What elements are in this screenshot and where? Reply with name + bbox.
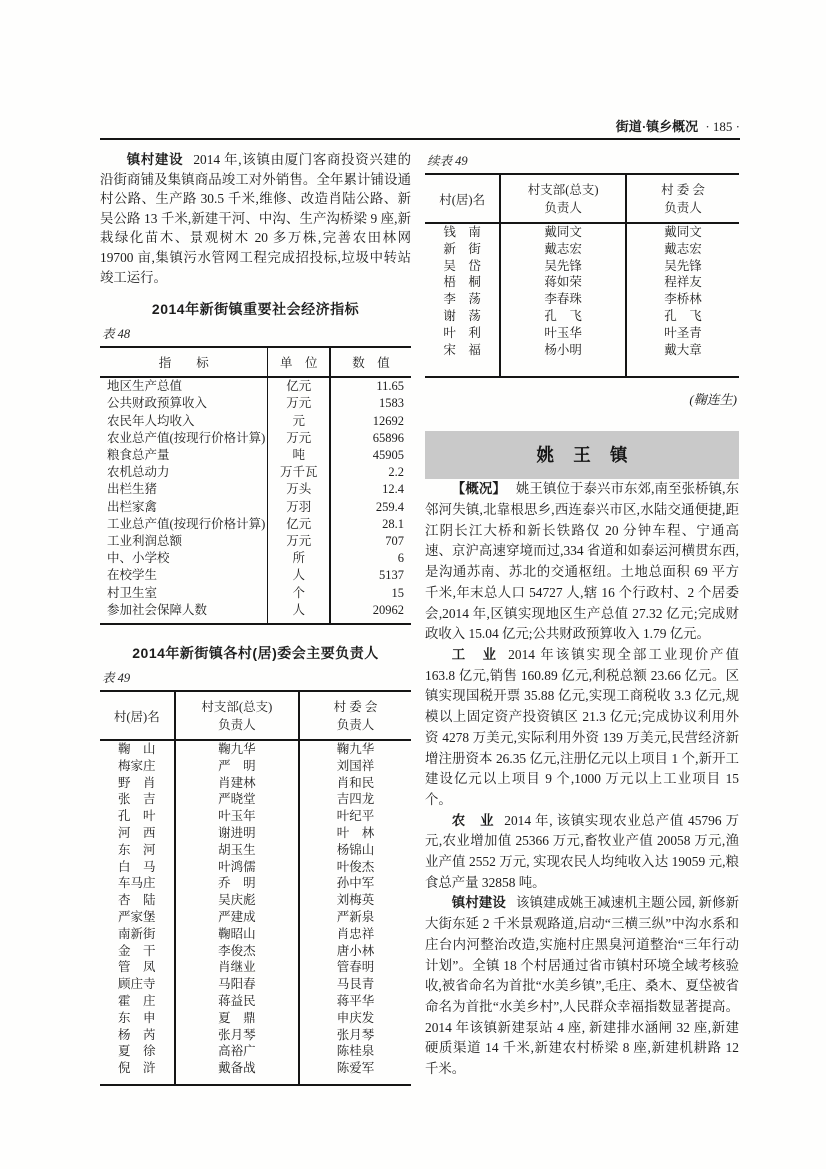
village-name-cell: 谢 荡	[443, 308, 481, 323]
value-cell: 2.2	[330, 464, 411, 481]
secretary-cell: 马阳春	[175, 976, 299, 993]
village-name-cell: 吴 岱	[443, 258, 481, 273]
paragraph-label: 工 业	[451, 647, 499, 662]
table-row	[100, 413, 411, 430]
indicator-cell: 出栏家禽	[107, 499, 158, 514]
table49-body	[100, 740, 411, 1085]
village-name-cell: 东 申	[118, 1010, 156, 1025]
table-row	[425, 291, 739, 308]
village-name-cell: 孔 叶	[118, 809, 156, 824]
table-row	[100, 602, 411, 624]
table-row	[425, 342, 739, 378]
indicator-cell: 村卫生室	[107, 585, 158, 600]
village-name-cell: 白 马	[118, 859, 156, 874]
village-name-cell: 霍 庄	[118, 993, 156, 1008]
committee-cell: 叶圣青	[626, 325, 739, 342]
village-name-cell: 杨 芮	[118, 1027, 156, 1042]
table48-caption: 表 48	[102, 327, 131, 342]
unit-cell: 万元	[268, 430, 330, 447]
secretary-cell: 叶鸿儒	[175, 859, 299, 876]
secretary-cell: 严晓堂	[175, 791, 299, 808]
indicator-cell: 在校学生	[107, 568, 158, 583]
secretary-cell: 谢进明	[175, 825, 299, 842]
committee-cell: 吴先锋	[626, 258, 739, 275]
value-cell: 20962	[330, 602, 411, 624]
table-row	[100, 1043, 411, 1060]
value-cell: 6	[330, 550, 411, 567]
committee-cell: 张月琴	[299, 1027, 411, 1044]
paragraph-label: 镇村建设	[451, 895, 506, 911]
secretary-cell: 蒋如荣	[500, 274, 626, 291]
village-name-cell: 李 荡	[443, 292, 481, 307]
table-row	[100, 758, 411, 775]
table-row	[100, 481, 411, 498]
unit-cell: 人	[268, 602, 330, 624]
agriculture-paragraph	[425, 811, 739, 894]
secretary-cell: 张月琴	[175, 1027, 299, 1044]
secretary-cell: 孔 飞	[500, 308, 626, 325]
committee-header-line2: 负责人	[664, 200, 702, 215]
value-cell: 12.4	[330, 481, 411, 498]
committee-cell: 吉四龙	[299, 791, 411, 808]
committee-cell: 刘梅英	[299, 892, 411, 909]
village-name-cell: 张 吉	[118, 792, 156, 807]
table-row	[425, 241, 739, 258]
paragraph-label: 农 业	[451, 812, 495, 828]
value-cell: 707	[330, 533, 411, 550]
secretary-cell: 高裕广	[175, 1043, 299, 1060]
table-row	[425, 325, 739, 342]
table-row	[100, 516, 411, 533]
committee-header-line1: 村 委 会	[333, 699, 378, 714]
village-name-cell: 夏 徐	[118, 1044, 156, 1059]
village-name-cell: 梧 桐	[443, 275, 481, 290]
village-name-cell: 顾庄寺	[118, 977, 156, 992]
secretary-cell: 戴同文	[500, 223, 626, 241]
table-row	[425, 258, 739, 275]
village-name-cell: 鞠 山	[118, 742, 156, 756]
indicator-cell: 中、小学校	[107, 551, 170, 566]
indicator-cell: 农民年人均收入	[107, 413, 195, 428]
village-name-cell: 管 凤	[118, 960, 156, 975]
table-row	[425, 223, 739, 241]
right-column	[425, 150, 739, 1080]
committee-cell: 刘国祥	[299, 758, 411, 775]
unit-cell: 亿元	[268, 377, 330, 395]
indicator-cell: 粮食总产量	[107, 447, 170, 462]
secretary-cell: 鞠昭山	[175, 926, 299, 943]
unit-cell: 亿元	[268, 516, 330, 533]
committee-cell: 严新泉	[299, 909, 411, 926]
secretary-cell: 乔 明	[175, 875, 299, 892]
committee-cell: 鞠九华	[299, 740, 411, 758]
secretary-cell: 肖建林	[175, 775, 299, 792]
committee-cell: 唐小林	[299, 943, 411, 960]
committee-cell: 孔 飞	[626, 308, 739, 325]
paragraph-text: 2014 年,该镇由厦门客商投资兴建的沿街商铺及集镇商品竣工对外销售。全年累计铺设通村公路、生产路 30.5 千米,维修、改造肖陆公路、新吴公路 13 千米,新建干河、中沟、生产沟桥梁 9 座,新栽绿化苗木、景观树木 20 多万株,完善农田林网 19700 亩,集镇污水管网工程完成招投标,垃圾中转站竣工运行。	[100, 152, 412, 285]
paragraph-text: 姚王镇位于泰兴市东郊,南至张桥镇,东邻河失镇,北靠根思乡,西连泰兴市区,水陆交通便捷,距江阴长江大桥和新长铁路仅 20 分钟车程、宁通高速、京沪高速穿境而过,334 省道和如泰运河横贯东西,是沟通苏南、苏北的交通枢纽。土地总面积 69 平方千米,年末总人口 54727 人,辖 16 个行政村、2 个居委会,2014 年,区镇实现地区生产总值 27.32 亿元;完成财政收入 15.04 亿元;公共财政预算收入 1.79 亿元。	[425, 481, 740, 642]
secretary-header-line2: 负责人	[218, 717, 256, 732]
secretary-cell: 夏 鼎	[175, 1010, 299, 1027]
village-name-cell: 宋 福	[443, 342, 481, 357]
committee-header-line1: 村 委 会	[661, 182, 705, 197]
town-construction-paragraph	[425, 893, 739, 1079]
committee-cell: 程祥友	[626, 274, 739, 291]
table48-header	[100, 347, 411, 377]
secretary-header-line1: 村支部(总支)	[527, 182, 599, 197]
village-name-cell: 倪 浒	[118, 1061, 156, 1076]
committee-column-header	[626, 174, 739, 223]
value-cell: 1583	[330, 395, 411, 412]
secretary-cell: 李春珠	[500, 291, 626, 308]
table49-continued-caption: 续表 49	[427, 154, 468, 168]
table-row	[100, 926, 411, 943]
page-number: · 185 ·	[705, 119, 740, 134]
village-column-header: 村(居)名	[425, 174, 500, 223]
village-name-cell: 钱 南	[443, 225, 481, 239]
value-cell: 45905	[330, 447, 411, 464]
table48-body	[100, 377, 411, 624]
table-row	[100, 859, 411, 876]
unit-cell: 万元	[268, 533, 330, 550]
village-name-cell: 梅家庄	[118, 758, 156, 773]
committee-cell: 戴大章	[626, 342, 739, 378]
economic-indicators-table	[100, 346, 411, 625]
value-column-header: 数 值	[330, 347, 411, 377]
unit-column-header: 单 位	[268, 347, 330, 377]
secretary-cell: 严 明	[175, 758, 299, 775]
committee-cell: 申庆发	[299, 1010, 411, 1027]
secretary-cell: 戴备战	[175, 1060, 299, 1085]
table-row	[100, 1010, 411, 1027]
committee-cell: 叶纪平	[299, 808, 411, 825]
table-row	[100, 892, 411, 909]
secretary-cell: 胡玉生	[175, 842, 299, 859]
committee-cell: 肖忠祥	[299, 926, 411, 943]
paragraph-label: 镇村建设	[126, 152, 184, 167]
indicator-cell: 农业总产值(按现行价格计算)	[107, 430, 266, 445]
table-row	[100, 1060, 411, 1085]
secretary-cell: 肖继业	[175, 959, 299, 976]
indicator-cell: 工业利润总额	[107, 533, 183, 548]
committee-header-line2: 负责人	[336, 717, 375, 732]
table-row	[100, 377, 411, 395]
table-row	[100, 993, 411, 1010]
committee-cell: 李桥林	[626, 291, 739, 308]
table49-header	[100, 691, 411, 740]
table-row	[100, 808, 411, 825]
committee-cell: 管春明	[299, 959, 411, 976]
value-cell: 15	[330, 585, 411, 602]
secretary-cell: 吴先锋	[500, 258, 626, 275]
table-row	[100, 533, 411, 550]
industry-paragraph	[425, 645, 739, 811]
committee-cell: 马艮青	[299, 976, 411, 993]
village-name-cell: 南新街	[118, 926, 156, 941]
committee-cell: 孙中军	[299, 875, 411, 892]
indicator-cell: 农机总动力	[107, 465, 170, 480]
paragraph-text: 2014 年该镇实现全部工业现价产值 163.8 亿元,销售 160.89 亿元,利税总额 23.66 亿元。区镇实现国税开票 35.88 亿元,实现工商税收 3.3 亿元,规模以上固定资产投资镇区 21.3 亿元;完成协议利用外资 4278 万美元,实际利用外资 139 万美元,民营经济新增注册资本 26.35 亿元,注册亿元以上项目 1 个,新开工建设亿元以上项目 9 个,1000 万元以上工业项目 15 个。	[425, 647, 739, 807]
indicator-cell: 出栏生猪	[107, 482, 158, 497]
unit-cell: 吨	[268, 447, 330, 464]
indicator-cell: 工业总产值(按现行价格计算)	[107, 516, 266, 531]
village-name-cell: 严家堡	[118, 909, 156, 924]
secretary-cell: 叶玉年	[175, 808, 299, 825]
committee-cell: 陈桂泉	[299, 1043, 411, 1060]
value-cell: 28.1	[330, 516, 411, 533]
table-row	[100, 825, 411, 842]
table-row	[100, 585, 411, 602]
table49-caption: 表 49	[102, 671, 131, 685]
table-row	[100, 909, 411, 926]
table-row	[100, 740, 411, 758]
village-construction-paragraph	[100, 150, 411, 287]
table-row	[425, 308, 739, 325]
table-row	[100, 464, 411, 481]
unit-cell: 元	[268, 413, 330, 430]
village-name-cell: 河 西	[118, 825, 156, 840]
unit-cell: 万羽	[268, 499, 330, 516]
value-cell: 259.4	[330, 499, 411, 516]
secretary-cell: 蒋益民	[175, 993, 299, 1010]
table48-title: 2014年新街镇重要社会经济指标	[151, 301, 360, 318]
paragraph-label: 【概况】	[451, 481, 506, 497]
committee-cell: 陈爱军	[299, 1060, 411, 1085]
village-name-cell: 金 干	[118, 943, 156, 958]
value-cell: 65896	[330, 430, 411, 447]
header-rule	[100, 138, 740, 140]
unit-cell: 个	[268, 585, 330, 602]
value-cell: 12692	[330, 413, 411, 430]
table-row	[100, 550, 411, 567]
secretary-cell: 严建成	[175, 909, 299, 926]
table-row	[100, 499, 411, 516]
table-row	[100, 567, 411, 584]
indicator-cell: 地区生产总值	[107, 379, 183, 394]
secretary-cell: 鞠九华	[175, 740, 299, 758]
village-name-cell: 东 河	[118, 842, 156, 857]
overview-paragraph	[425, 479, 739, 645]
table-row	[100, 791, 411, 808]
secretary-cell: 叶玉华	[500, 325, 626, 342]
table-row	[100, 959, 411, 976]
committee-cell: 戴志宏	[626, 241, 739, 258]
value-cell: 5137	[330, 567, 411, 584]
village-name-cell: 车马庄	[118, 876, 156, 891]
value-cell: 11.65	[330, 377, 411, 395]
section-banner-yaowang-town: 姚王镇	[425, 431, 739, 479]
village-leaders-table-continued	[425, 173, 739, 378]
unit-cell: 万千瓦	[268, 464, 330, 481]
table-row	[425, 274, 739, 291]
committee-cell: 叶 林	[299, 825, 411, 842]
secretary-header-line2: 负责人	[544, 200, 582, 215]
village-column-header: 村(居)名	[100, 691, 175, 740]
committee-column-header	[299, 691, 411, 740]
indicator-column-header: 指 标	[100, 347, 268, 377]
secretary-column-header	[500, 174, 626, 223]
table-row	[100, 1027, 411, 1044]
running-head-title: 街道·镇乡概况	[615, 119, 699, 134]
secretary-cell: 吴庆彪	[175, 892, 299, 909]
table-row	[100, 943, 411, 960]
table-row	[100, 842, 411, 859]
village-leaders-table	[100, 690, 411, 1086]
table49-title: 2014年新街镇各村(居)委会主要负责人	[132, 645, 379, 661]
committee-cell: 蒋平华	[299, 993, 411, 1010]
secretary-header-line1: 村支部(总支)	[201, 699, 273, 714]
village-name-cell: 野 肖	[118, 775, 156, 790]
table-row	[100, 875, 411, 892]
committee-cell: 叶俊杰	[299, 859, 411, 876]
unit-cell: 所	[268, 550, 330, 567]
unit-cell: 万元	[268, 395, 330, 412]
secretary-cell: 李俊杰	[175, 943, 299, 960]
table-row	[100, 430, 411, 447]
unit-cell: 人	[268, 567, 330, 584]
table-row	[100, 395, 411, 412]
indicator-cell: 参加社会保障人数	[107, 602, 208, 617]
secretary-cell: 戴志宏	[500, 241, 626, 258]
committee-cell: 杨锦山	[299, 842, 411, 859]
village-name-cell: 杏 陆	[118, 893, 156, 908]
committee-cell: 肖和民	[299, 775, 411, 792]
running-head	[100, 116, 740, 135]
table49-continued-header	[425, 174, 739, 223]
village-name-cell: 新 街	[443, 241, 481, 256]
table-row	[100, 976, 411, 993]
author-attribution: (鞠连生)	[689, 392, 737, 408]
table-row	[100, 447, 411, 464]
table-row	[100, 775, 411, 792]
paragraph-text: 该镇建成姚王减速机主题公园, 新修新大街东延 2 千米景观路道,启动“三横三纵”中沟水系和庄台内河整治改造,实施村庄黑臭河道整治“三年行动计划”。全镇 18 个村居通过省市镇村环境全域考核验收,被省命名为首批“水美乡镇”,毛庄、桑木、夏垈被省命名为首批“水美乡村”,人民群众幸福指数显著提高。2014 年该镇新建泵站 4 座, 新建排水涵闸 32 座,新建硬质渠道 14 千米,新建农村桥梁 8 座,新建机耕路 12 千米。	[425, 895, 739, 1077]
village-name-cell: 叶 利	[443, 325, 481, 340]
left-column	[100, 150, 411, 1086]
indicator-cell: 公共财政预算收入	[107, 396, 208, 411]
unit-cell: 万头	[268, 481, 330, 498]
committee-cell: 戴同文	[626, 223, 739, 241]
table49-continued-body	[425, 223, 739, 377]
secretary-column-header	[175, 691, 299, 740]
secretary-cell: 杨小明	[500, 342, 626, 378]
paragraph-text: 2014 年, 该镇实现农业总产值 45796 万元,农业增加值 25366 万元,畜牧业产值 20058 万元,渔业产值 2552 万元, 实现农民人均纯收入达 19059 元,粮食总产量 32858 吨。	[425, 812, 740, 890]
